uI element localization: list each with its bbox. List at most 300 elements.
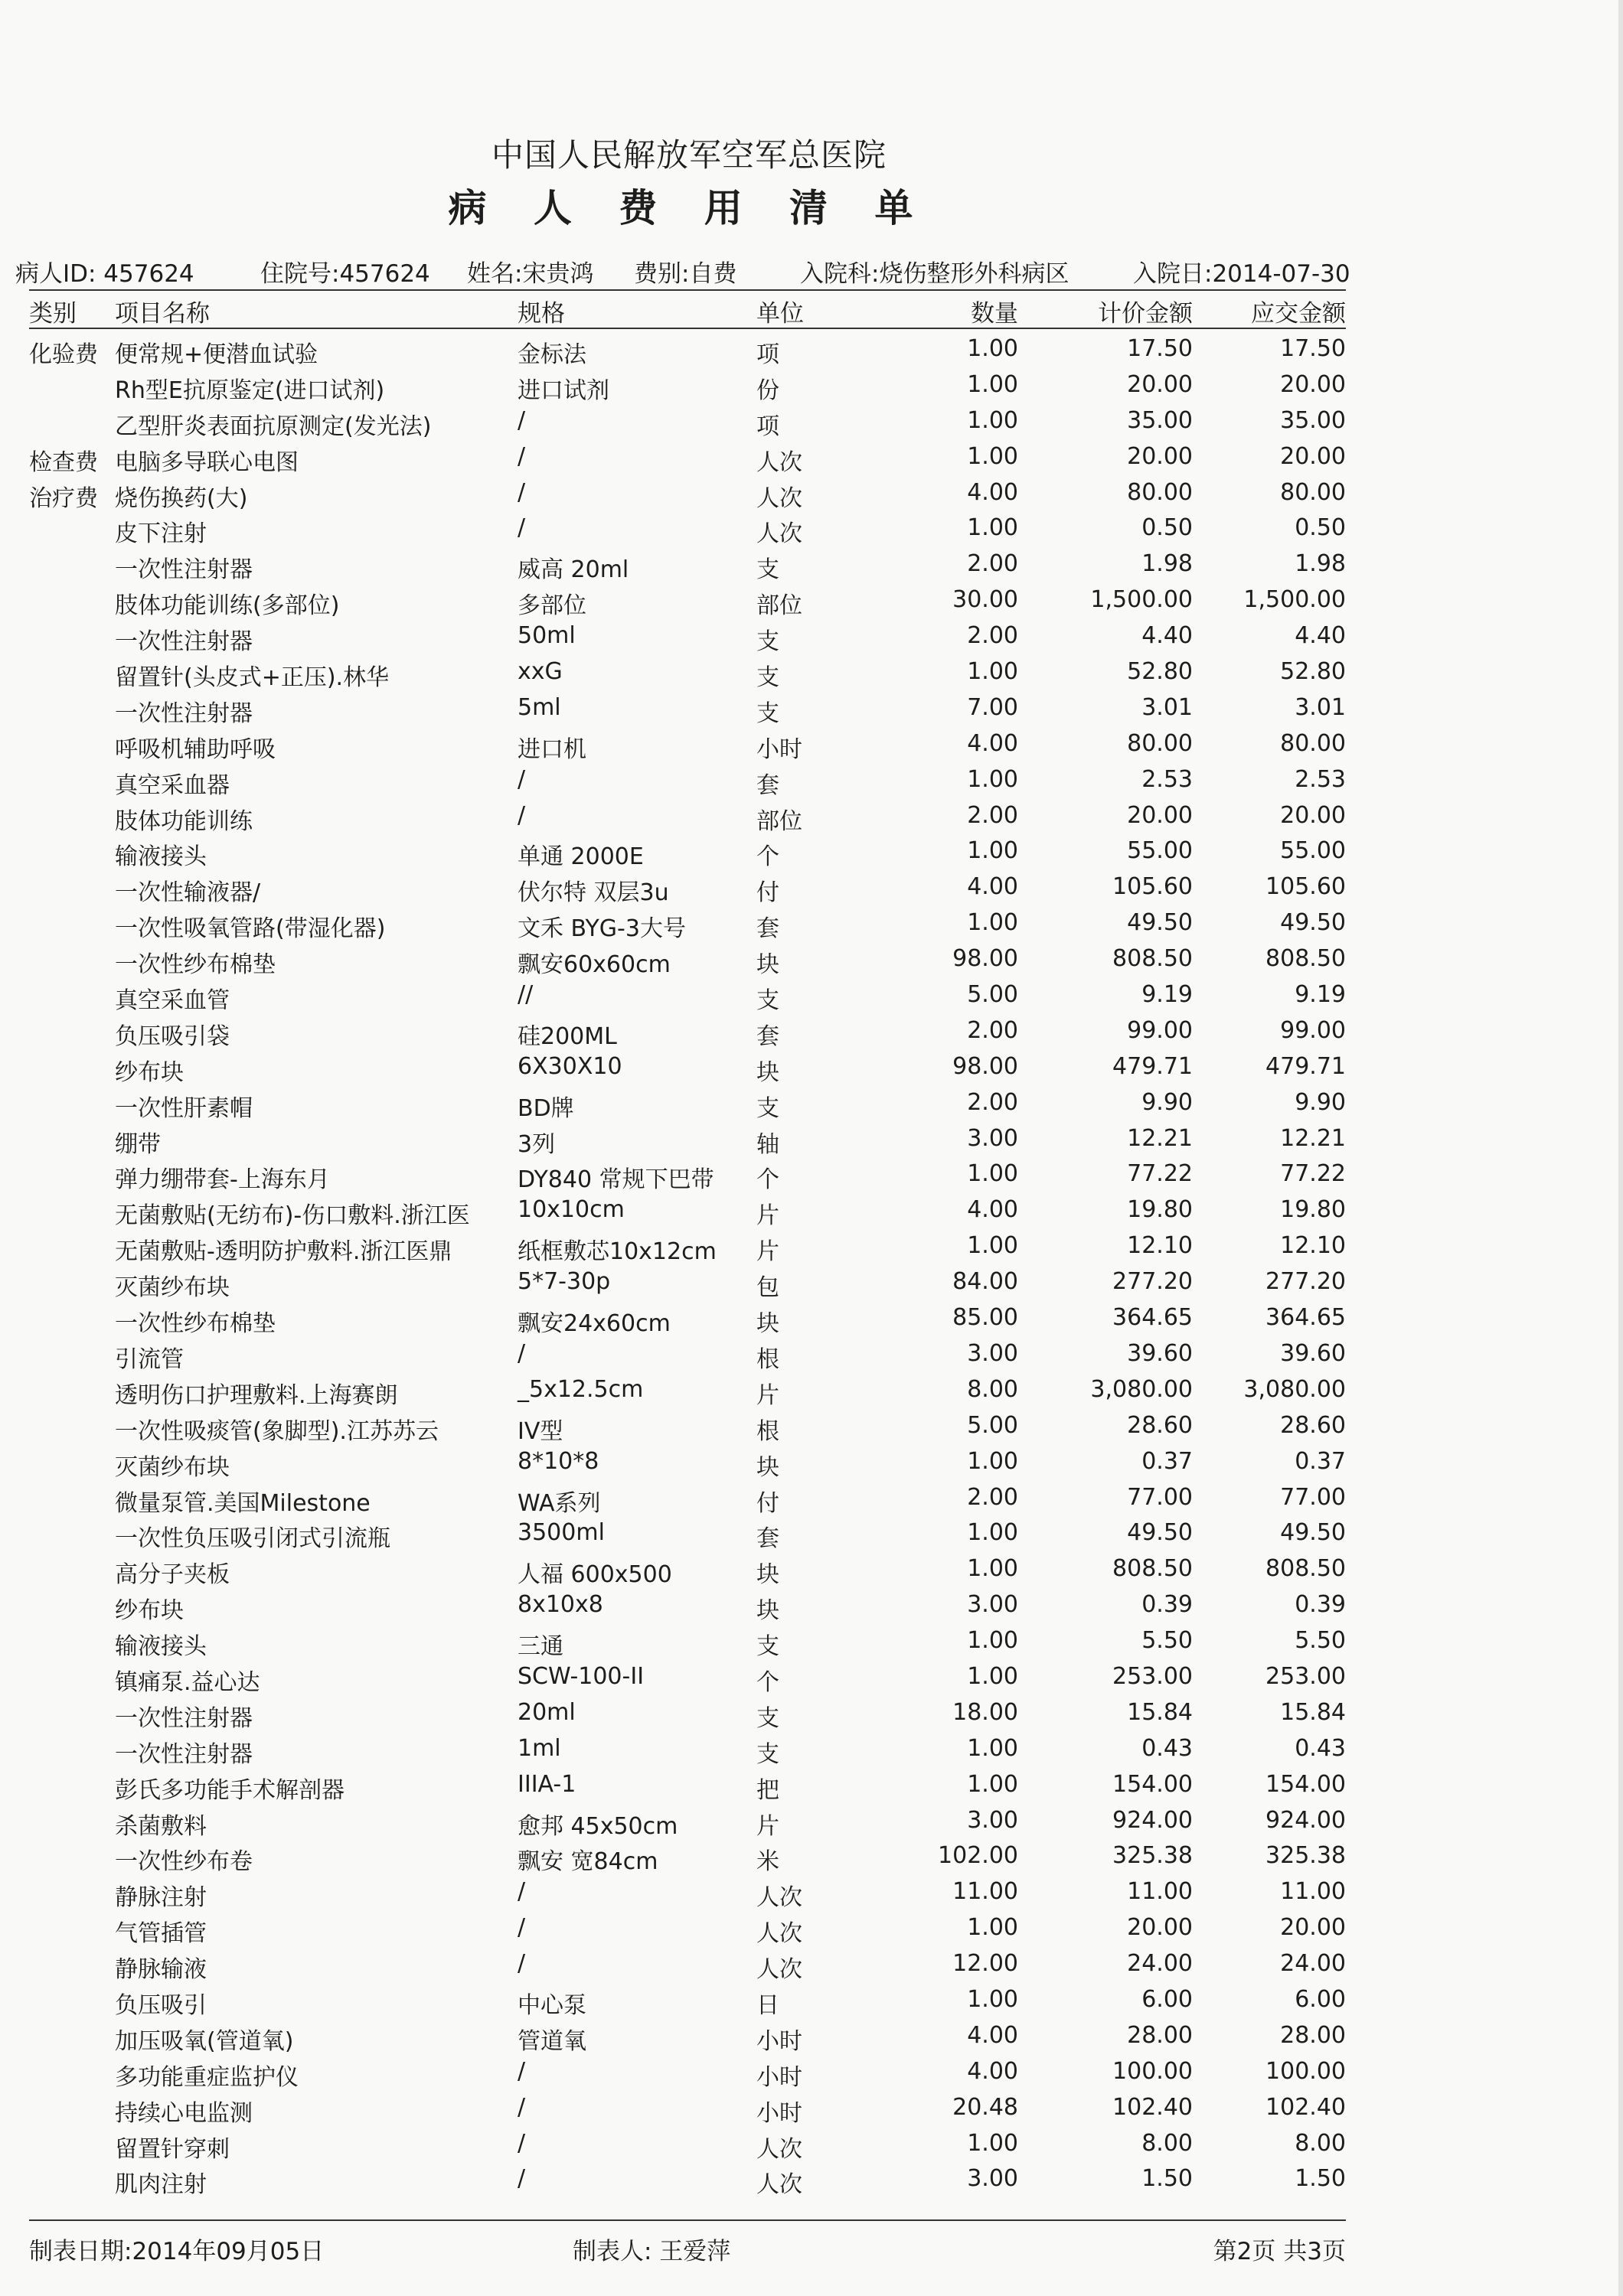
row-unit: 块	[756, 1058, 779, 1086]
row-item-name: 皮下注射	[115, 520, 207, 548]
row-spec: /	[518, 801, 526, 829]
row-spec: 50ml	[518, 622, 576, 650]
row-quantity: 18.00	[952, 1698, 1018, 1726]
table-row	[29, 690, 1346, 726]
row-spec: IV型	[518, 1417, 563, 1445]
row-price: 49.50	[1127, 909, 1193, 937]
row-amount-due: 0.37	[1295, 1447, 1346, 1475]
row-quantity: 1.00	[967, 1447, 1018, 1475]
row-amount-due: 20.00	[1280, 801, 1346, 829]
row-amount-due: 154.00	[1265, 1770, 1346, 1798]
table-row	[29, 1013, 1346, 1049]
row-quantity: 1.00	[967, 1734, 1018, 1762]
row-price: 102.40	[1112, 2093, 1193, 2121]
row-quantity: 2.00	[967, 1483, 1018, 1511]
row-quantity: 3.00	[967, 1591, 1018, 1619]
row-spec: /	[518, 406, 526, 434]
row-unit: 支	[756, 556, 779, 584]
row-spec: /	[518, 1950, 526, 1978]
row-unit: 人次	[756, 484, 802, 512]
row-unit: 支	[756, 628, 779, 656]
row-amount-due: 55.00	[1280, 837, 1346, 865]
table-row	[29, 1049, 1346, 1084]
row-item-name: 镇痛泵.益心达	[115, 1668, 260, 1696]
row-amount-due: 102.40	[1265, 2093, 1346, 2121]
column-header-rule	[29, 328, 1346, 329]
row-item-name: 静脉注射	[115, 1884, 207, 1912]
row-unit: 人次	[756, 448, 802, 476]
admission-number: 住院号:457624	[260, 260, 430, 288]
row-spec: 飘安60x60cm	[518, 951, 671, 979]
row-amount-due: 3,080.00	[1243, 1375, 1346, 1403]
row-item-name: 负压吸引	[115, 1991, 207, 2019]
table-row	[29, 618, 1346, 654]
row-unit: 片	[756, 1812, 779, 1840]
row-quantity: 1.00	[967, 2129, 1018, 2157]
table-row	[29, 1658, 1346, 1694]
row-spec: 进口机	[518, 735, 586, 763]
table-row	[29, 1766, 1346, 1802]
table-row	[29, 869, 1346, 905]
col-unit: 单位	[756, 300, 804, 328]
table-row	[29, 510, 1346, 546]
row-spec: 愈邦 45x50cm	[518, 1812, 678, 1840]
row-price: 1,500.00	[1090, 586, 1193, 614]
row-quantity: 1.00	[967, 1627, 1018, 1655]
row-price: 479.71	[1112, 1052, 1193, 1080]
row-quantity: 1.00	[967, 406, 1018, 434]
row-unit: 把	[756, 1776, 779, 1804]
row-quantity: 1.00	[967, 1770, 1018, 1798]
row-unit: 块	[756, 1597, 779, 1625]
row-price: 39.60	[1127, 1339, 1193, 1367]
patient-id: 病人ID: 457624	[15, 260, 194, 288]
row-spec: 多部位	[518, 592, 586, 620]
row-spec: WA系列	[518, 1489, 601, 1517]
row-amount-due: 19.80	[1280, 1196, 1346, 1224]
row-spec: 单通 2000E	[518, 843, 644, 871]
document-title: 病 人 费 用 清 单	[448, 185, 930, 230]
row-unit: 人次	[756, 1956, 802, 1984]
row-price: 808.50	[1112, 1555, 1193, 1583]
row-spec: 管道氧	[518, 2027, 586, 2055]
row-amount-due: 0.50	[1295, 514, 1346, 542]
row-spec: 6X30X10	[518, 1052, 622, 1080]
table-row	[29, 2125, 1346, 2161]
prepared-date: 制表日期:2014年09月05日	[29, 2238, 325, 2265]
table-row	[29, 1945, 1346, 1984]
row-amount-due: 49.50	[1280, 909, 1346, 937]
row-price: 28.00	[1127, 2021, 1193, 2049]
row-amount-due: 6.00	[1295, 1985, 1346, 2013]
table-row	[29, 1515, 1346, 1551]
row-quantity: 2.00	[967, 550, 1018, 578]
row-quantity: 30.00	[952, 586, 1018, 614]
row-amount-due: 99.00	[1280, 1016, 1346, 1044]
row-quantity: 5.00	[967, 1411, 1018, 1439]
table-row	[29, 1551, 1346, 1587]
row-unit: 片	[756, 1238, 779, 1266]
row-unit: 日	[756, 1991, 779, 2019]
row-amount-due: 5.50	[1295, 1627, 1346, 1655]
row-unit: 根	[756, 1345, 779, 1373]
row-amount-due: 0.43	[1295, 1734, 1346, 1762]
row-price: 3,080.00	[1090, 1375, 1193, 1403]
row-item-name: 真空采血管	[115, 987, 230, 1015]
row-price: 3.01	[1141, 693, 1193, 721]
row-quantity: 4.00	[967, 478, 1018, 506]
row-item-name: 负压吸引袋	[115, 1022, 230, 1050]
hospital-name: 中国人民解放军空军总医院	[491, 136, 887, 174]
row-unit: 块	[756, 1453, 779, 1481]
row-price: 924.00	[1112, 1806, 1193, 1834]
row-quantity: 4.00	[967, 873, 1018, 901]
table-row	[29, 2161, 1346, 2197]
row-quantity: 2.00	[967, 1016, 1018, 1044]
row-item-name: 一次性纱布卷	[115, 1848, 253, 1876]
row-quantity: 1.00	[967, 1985, 1018, 2013]
row-quantity: 4.00	[967, 2021, 1018, 2049]
table-row	[29, 1694, 1346, 1730]
row-amount-due: 924.00	[1265, 1806, 1346, 1834]
row-amount-due: 28.00	[1280, 2021, 1346, 2049]
row-item-name: 引流管	[115, 1345, 184, 1373]
row-unit: 套	[756, 771, 779, 799]
row-quantity: 1.00	[967, 442, 1018, 470]
row-amount-due: 28.60	[1280, 1411, 1346, 1439]
row-quantity: 1.00	[967, 1914, 1018, 1942]
row-price: 35.00	[1127, 406, 1193, 434]
row-item-name: 电脑多导联心电图	[115, 448, 299, 476]
row-item-name: 一次性注射器	[115, 1740, 253, 1768]
table-row	[29, 941, 1346, 977]
row-spec: IIIA-1	[518, 1770, 576, 1798]
row-unit: 部位	[756, 807, 802, 835]
row-price: 20.00	[1127, 1914, 1193, 1942]
row-unit: 轴	[756, 1130, 779, 1158]
row-item-name: 灭菌纱布块	[115, 1274, 230, 1302]
row-price: 19.80	[1127, 1196, 1193, 1224]
row-amount-due: 1.50	[1295, 2165, 1346, 2193]
row-spec: 飘安 宽84cm	[518, 1848, 658, 1876]
row-quantity: 1.00	[967, 1160, 1018, 1188]
table-row	[29, 331, 1346, 367]
row-category: 检查费	[29, 448, 98, 476]
row-spec: /	[518, 765, 526, 793]
row-unit: 付	[756, 1489, 779, 1517]
row-spec: /	[518, 2165, 526, 2193]
row-price: 24.00	[1127, 1950, 1193, 1978]
row-unit: 支	[756, 700, 779, 727]
row-price: 1.50	[1141, 2165, 1193, 2193]
table-row	[29, 1084, 1346, 1120]
row-item-name: 气管插管	[115, 1920, 207, 1948]
footer-rule	[29, 2219, 1346, 2221]
row-spec: 文禾 BYG-3大号	[518, 915, 686, 943]
row-item-name: 便常规+便潜血试验	[115, 341, 318, 368]
row-item-name: 输液接头	[115, 1633, 207, 1661]
row-spec: 3列	[518, 1130, 556, 1158]
row-spec: 中心泵	[518, 1991, 586, 2019]
row-quantity: 1.00	[967, 1555, 1018, 1583]
row-unit: 小时	[756, 735, 802, 763]
table-row	[29, 582, 1346, 618]
row-unit: 套	[756, 1525, 779, 1553]
row-spec: 20ml	[518, 1698, 576, 1726]
row-price: 20.00	[1127, 442, 1193, 470]
row-quantity: 2.00	[967, 1088, 1018, 1116]
row-spec: /	[518, 2093, 526, 2121]
row-category: 治疗费	[29, 484, 98, 512]
row-unit: 支	[756, 664, 779, 692]
row-item-name: Rh型E抗原鉴定(进口试剂)	[115, 377, 385, 404]
row-price: 1.98	[1141, 550, 1193, 578]
row-price: 105.60	[1112, 873, 1193, 901]
row-amount-due: 80.00	[1280, 729, 1346, 757]
row-item-name: 纱布块	[115, 1597, 184, 1625]
table-row	[29, 797, 1346, 833]
row-quantity: 1.00	[967, 335, 1018, 362]
row-quantity: 4.00	[967, 2057, 1018, 2085]
row-quantity: 2.00	[967, 801, 1018, 829]
row-spec: SCW-100-II	[518, 1662, 645, 1690]
row-spec: /	[518, 1878, 526, 1906]
row-item-name: 加压吸氧(管道氧)	[115, 2027, 294, 2055]
row-price: 49.50	[1127, 1519, 1193, 1547]
row-spec: /	[518, 2129, 526, 2157]
row-price: 808.50	[1112, 945, 1193, 973]
row-quantity: 1.00	[967, 1662, 1018, 1690]
table-row	[29, 2017, 1346, 2053]
row-quantity: 98.00	[952, 945, 1018, 973]
row-item-name: 透明伤口护理敷料.上海赛朗	[115, 1381, 398, 1409]
row-spec: 8*10*8	[518, 1447, 599, 1475]
row-unit: 套	[756, 915, 779, 943]
row-amount-due: 20.00	[1280, 1914, 1346, 1942]
row-spec: 纸框敷芯10x12cm	[518, 1238, 717, 1266]
row-price: 28.60	[1127, 1411, 1193, 1439]
col-price: 计价金额	[1098, 300, 1193, 328]
row-category: 化验费	[29, 341, 98, 368]
table-row	[29, 1264, 1346, 1300]
row-spec: DY840 常规下巴带	[518, 1166, 714, 1194]
table-row	[29, 833, 1346, 869]
row-item-name: 灭菌纱布块	[115, 1453, 230, 1481]
row-item-name: 一次性注射器	[115, 700, 253, 727]
admission-department: 入院科:烧伤整形外科病区	[800, 260, 1069, 288]
footer	[29, 2232, 1346, 2265]
row-amount-due: 8.00	[1295, 2129, 1346, 2157]
row-amount-due: 1,500.00	[1243, 586, 1346, 614]
row-item-name: 肌肉注射	[115, 2171, 207, 2199]
row-unit: 部位	[756, 592, 802, 620]
row-price: 154.00	[1112, 1770, 1193, 1798]
row-unit: 个	[756, 1668, 779, 1696]
col-spec: 规格	[518, 300, 565, 328]
row-quantity: 1.00	[967, 1232, 1018, 1260]
row-spec: 8x10x8	[518, 1591, 603, 1619]
row-spec: /	[518, 442, 526, 470]
row-amount-due: 105.60	[1265, 873, 1346, 901]
row-amount-due: 3.01	[1295, 693, 1346, 721]
row-unit: 人次	[756, 2171, 802, 2199]
row-item-name: 一次性肝素帽	[115, 1094, 253, 1122]
row-item-name: 一次性纱布棉垫	[115, 1310, 276, 1338]
row-unit: 套	[756, 1022, 779, 1050]
row-price: 0.39	[1141, 1591, 1193, 1619]
row-item-name: 多功能重症监护仪	[115, 2063, 299, 2091]
row-amount-due: 12.10	[1280, 1232, 1346, 1260]
row-spec: /	[518, 2057, 526, 2085]
patient-info	[15, 254, 1363, 288]
row-item-name: 彭氏多功能手术解剖器	[115, 1776, 345, 1804]
admission-date: 入院日:2014-07-30	[1133, 260, 1350, 288]
table-row	[29, 1838, 1346, 1874]
col-item: 项目名称	[115, 300, 210, 328]
row-price: 52.80	[1127, 658, 1193, 686]
row-item-name: 无菌敷贴(无纺布)-伤口敷料.浙江医	[115, 1202, 470, 1230]
table-row	[29, 1156, 1346, 1192]
row-price: 17.50	[1127, 335, 1193, 362]
row-price: 80.00	[1127, 478, 1193, 506]
row-spec: _5x12.5cm	[518, 1375, 644, 1403]
row-item-name: 烧伤换药(大)	[115, 484, 248, 512]
row-price: 253.00	[1112, 1662, 1193, 1690]
row-price: 20.00	[1127, 801, 1193, 829]
row-amount-due: 2.53	[1295, 765, 1346, 793]
row-unit: 项	[756, 341, 779, 368]
table-row	[29, 475, 1346, 510]
row-item-name: 一次性注射器	[115, 1704, 253, 1732]
row-amount-due: 100.00	[1265, 2057, 1346, 2085]
row-amount-due: 808.50	[1265, 945, 1346, 973]
row-amount-due: 277.20	[1265, 1268, 1346, 1296]
row-amount-due: 80.00	[1280, 478, 1346, 506]
row-spec: /	[518, 1339, 526, 1367]
row-unit: 块	[756, 1310, 779, 1338]
row-spec: 10x10cm	[518, 1196, 625, 1224]
row-amount-due: 0.39	[1295, 1591, 1346, 1619]
row-quantity: 5.00	[967, 981, 1018, 1009]
row-item-name: 留置针(头皮式+正压).林华	[115, 664, 390, 692]
row-amount-due: 253.00	[1265, 1662, 1346, 1690]
row-item-name: 纱布块	[115, 1058, 184, 1086]
row-price: 15.84	[1127, 1698, 1193, 1726]
row-spec: //	[518, 981, 534, 1009]
table-row	[29, 1981, 1346, 2017]
row-item-name: 一次性注射器	[115, 628, 253, 656]
row-price: 12.21	[1127, 1124, 1193, 1152]
preparer: 制表人: 王爱萍	[573, 2238, 731, 2265]
row-item-name: 乙型肝炎表面抗原测定(发光法)	[115, 413, 432, 440]
row-quantity: 2.00	[967, 622, 1018, 650]
table-row	[29, 905, 1346, 941]
row-quantity: 3.00	[967, 1806, 1018, 1834]
row-unit: 份	[756, 377, 779, 404]
row-amount-due: 9.90	[1295, 1088, 1346, 1116]
row-item-name: 绷带	[115, 1130, 161, 1158]
table-row	[29, 654, 1346, 690]
row-spec: BD牌	[518, 1094, 574, 1122]
row-quantity: 1.00	[967, 370, 1018, 398]
row-price: 11.00	[1127, 1878, 1193, 1906]
row-amount-due: 11.00	[1280, 1878, 1346, 1906]
row-item-name: 肢体功能训练(多部位)	[115, 592, 340, 620]
row-unit: 人次	[756, 520, 802, 548]
row-item-name: 静脉输液	[115, 1956, 207, 1984]
row-quantity: 4.00	[967, 729, 1018, 757]
table-row	[29, 1730, 1346, 1766]
table-row	[29, 1802, 1346, 1838]
row-amount-due: 4.40	[1295, 622, 1346, 650]
row-quantity: 12.00	[952, 1950, 1018, 1978]
row-item-name: 一次性负压吸引闭式引流瓶	[115, 1525, 390, 1553]
row-item-name: 无菌敷贴-透明防护敷料.浙江医鼎	[115, 1238, 452, 1266]
row-item-name: 一次性吸氧管路(带湿化器)	[115, 915, 386, 943]
row-spec: 硅200ML	[518, 1022, 617, 1050]
row-quantity: 1.00	[967, 658, 1018, 686]
fee-table-body	[29, 331, 1346, 2197]
table-row	[29, 1479, 1346, 1515]
row-item-name: 弹力绷带套-上海东月	[115, 1166, 330, 1194]
table-row	[29, 1300, 1346, 1336]
row-unit: 块	[756, 951, 779, 979]
table-row	[29, 1910, 1346, 1948]
row-spec: 飘安24x60cm	[518, 1310, 671, 1338]
row-quantity: 1.00	[967, 1519, 1018, 1547]
row-price: 80.00	[1127, 729, 1193, 757]
table-row	[29, 1587, 1346, 1623]
row-price: 20.00	[1127, 370, 1193, 398]
row-unit: 人次	[756, 2135, 802, 2163]
page-number: 第2页 共3页	[1213, 2238, 1346, 2265]
row-unit: 项	[756, 413, 779, 440]
row-item-name: 真空采血器	[115, 771, 230, 799]
row-unit: 片	[756, 1202, 779, 1230]
row-price: 77.22	[1127, 1160, 1193, 1188]
row-spec: 1ml	[518, 1734, 561, 1762]
row-unit: 包	[756, 1274, 779, 1302]
row-amount-due: 77.00	[1280, 1483, 1346, 1511]
col-category: 类别	[29, 300, 77, 328]
header-rule	[29, 289, 1346, 291]
row-quantity: 85.00	[952, 1304, 1018, 1332]
fee-type: 费别:自费	[634, 260, 737, 288]
row-price: 9.90	[1141, 1088, 1193, 1116]
row-item-name: 留置针穿刺	[115, 2135, 230, 2163]
table-row	[29, 1120, 1346, 1156]
row-item-name: 呼吸机辅助呼吸	[115, 735, 276, 763]
table-row	[29, 367, 1346, 403]
row-quantity: 1.00	[967, 514, 1018, 542]
row-price: 0.37	[1141, 1447, 1193, 1475]
row-amount-due: 325.38	[1265, 1842, 1346, 1870]
row-amount-due: 52.80	[1280, 658, 1346, 686]
row-unit: 支	[756, 1094, 779, 1122]
table-row	[29, 1443, 1346, 1479]
row-price: 2.53	[1141, 765, 1193, 793]
row-amount-due: 479.71	[1265, 1052, 1346, 1080]
row-quantity: 98.00	[952, 1052, 1018, 1080]
row-price: 0.50	[1141, 514, 1193, 542]
row-unit: 支	[756, 987, 779, 1015]
row-amount-due: 15.84	[1280, 1698, 1346, 1726]
row-amount-due: 20.00	[1280, 370, 1346, 398]
row-spec: 5ml	[518, 693, 561, 721]
row-quantity: 1.00	[967, 765, 1018, 793]
row-spec: /	[518, 1914, 526, 1942]
row-unit: 付	[756, 879, 779, 907]
